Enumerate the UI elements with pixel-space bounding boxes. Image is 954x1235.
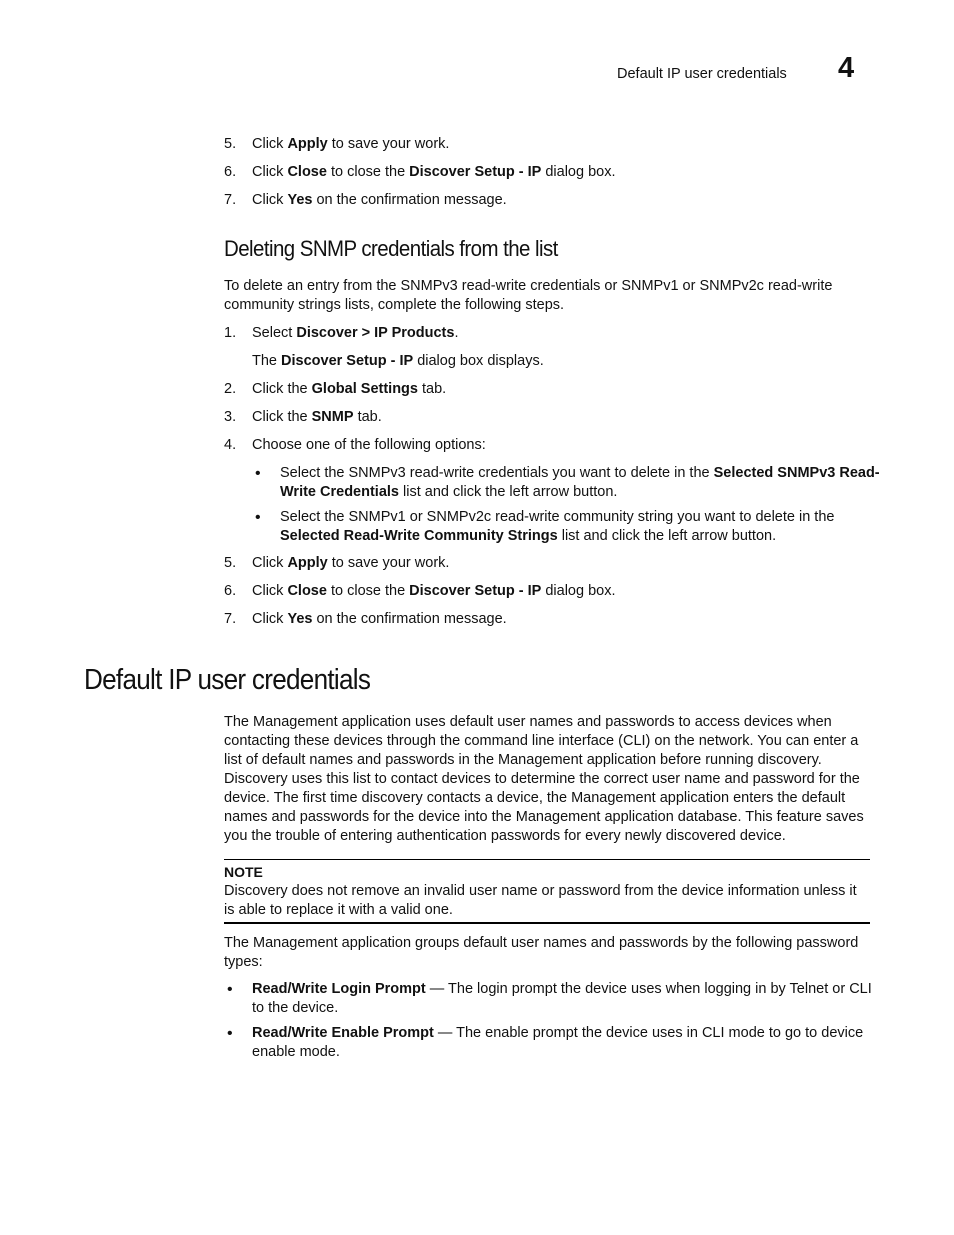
list-item: 5. Click Apply to save your work. xyxy=(224,555,450,571)
list-item: • Read/Write Enable Prompt — The enable prompt the device uses in CLI mode to go to device enable mode. xyxy=(227,1025,864,1060)
bullet-icon: • xyxy=(227,1025,233,1042)
list-item: • Select the SNMPv1 or SNMPv2c read-write community string you want to delete in the Selected Read-Write Community Strings list and click the left arrow button. xyxy=(255,509,835,544)
delete-steps-list xyxy=(224,324,874,343)
list-item: 6. Click Close to close the Discover Setup - IP dialog box. xyxy=(224,583,616,599)
list-item: 3. Click the SNMP tab. xyxy=(224,409,382,425)
list-item: 7. Click Yes on the confirmation message. xyxy=(224,611,507,627)
list-item: • Read/Write Login Prompt — The login prompt the device uses when logging in by Telnet or CLI to the device. xyxy=(227,981,872,1016)
body-paragraph: The Management application uses default user names and passwords to access devices when contacting these devices through the command line interface (CLI) on the network. You can enter a list of default names and passwords in the Management application before running discovery. Discovery uses this list to contact devices to determine the correct user name and password for the device. The first time discovery contacts a device, the Management application enters the default names and passwords for the device into the Management application database. This feature saves you the trouble of entering authentication passwords for every newly discovered device. xyxy=(224,714,864,844)
bullet-icon: • xyxy=(255,465,261,482)
bullet-icon: • xyxy=(255,509,261,526)
list-item: 6. Click Close to close the Discover Setup - IP dialog box. xyxy=(224,164,616,180)
note-text: Discovery does not remove an invalid user name or password from the device information unless it is able to replace it with a valid one. xyxy=(224,883,857,918)
section-heading-default-ip: Default IP user credentials xyxy=(84,664,371,696)
list-item: 2. Click the Global Settings tab. xyxy=(224,381,447,397)
bullet-icon: • xyxy=(227,981,233,998)
list-item: 7. Click Yes on the confirmation message. xyxy=(224,192,507,208)
body-paragraph: The Management application groups default user names and passwords by the following password types: xyxy=(224,935,859,970)
section-heading-delete-snmp: Deleting SNMP credentials from the list xyxy=(224,236,558,261)
delete-steps-end xyxy=(224,554,874,629)
chapter-number: 4 xyxy=(838,52,855,84)
intro-paragraph: To delete an entry from the SNMPv3 read-write credentials or SNMPv1 or SNMPv2c read-write community strings lists, complete the following steps. xyxy=(224,278,833,313)
top-steps-list xyxy=(224,135,874,210)
note-label: NOTE xyxy=(224,864,263,880)
running-header-title: Default IP user credentials xyxy=(617,66,787,82)
step-result-text: The Discover Setup - IP dialog box displays. xyxy=(252,353,544,369)
note-box xyxy=(224,859,870,924)
list-item: 4. Choose one of the following options: xyxy=(224,437,486,453)
list-item: 5. Click Apply to save your work. xyxy=(224,136,450,152)
delete-steps-list-cont xyxy=(224,380,874,455)
list-item: 1. Select Discover > IP Products. xyxy=(224,325,459,341)
list-item: • Select the SNMPv3 read-write credentials you want to delete in the Selected SNMPv3 Read-Write Credentials list and click the left arrow button. xyxy=(255,465,880,500)
